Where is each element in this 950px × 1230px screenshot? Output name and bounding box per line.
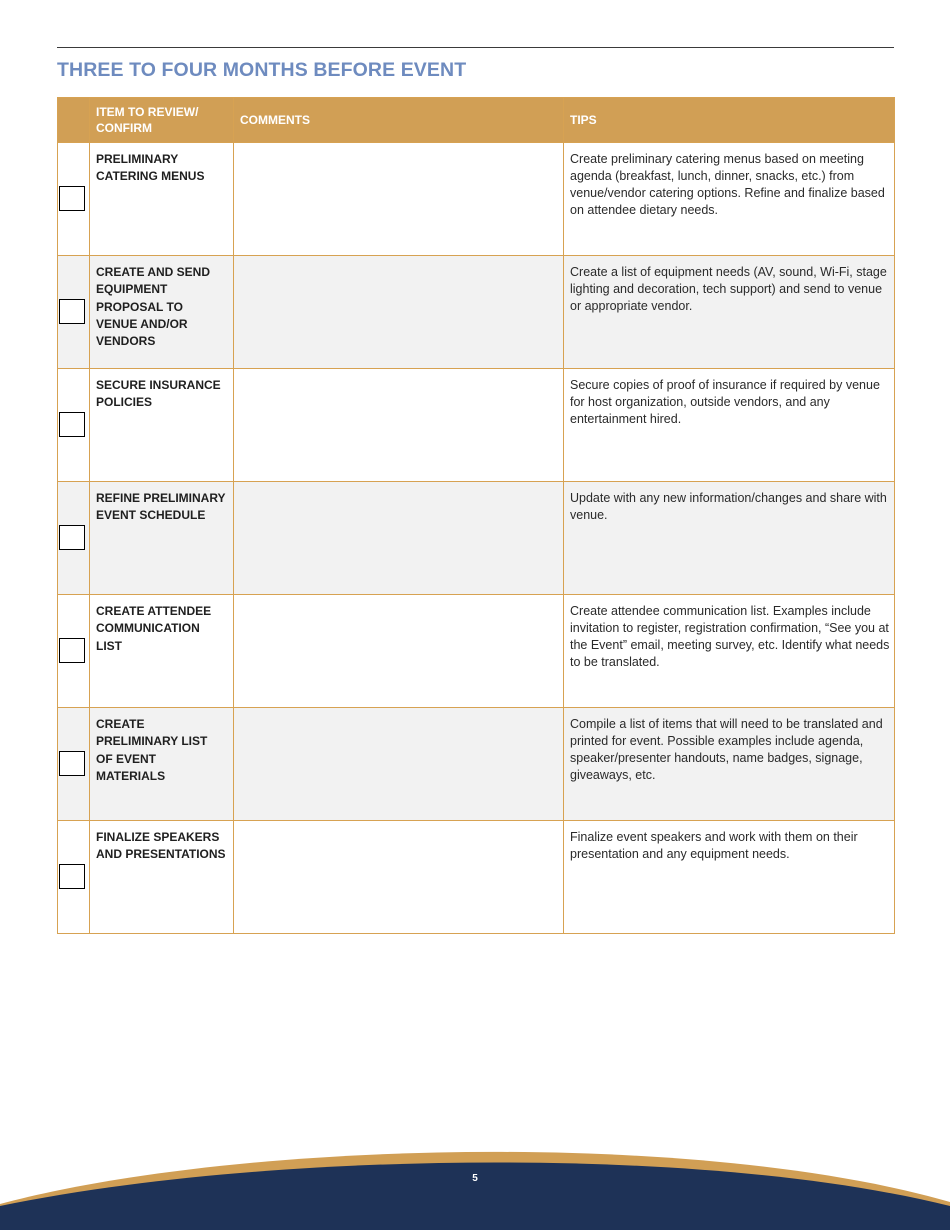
comments-cell[interactable] (234, 595, 564, 708)
tip-text: Create preliminary catering menus based on meeting agenda (breakfast, lunch, dinner, snacks, etc.) from venue/vendor catering options. Refine and finalize based on attendee dietary needs. (570, 152, 885, 217)
table-row (58, 708, 895, 821)
checkbox-cell (58, 143, 90, 256)
checkbox[interactable] (59, 412, 85, 437)
tip-cell (564, 143, 895, 256)
header-checkbox-column (58, 98, 90, 143)
tip-cell (564, 821, 895, 934)
header-item: ITEM TO REVIEW/ CONFIRM (90, 98, 234, 143)
checkbox[interactable] (59, 525, 85, 550)
tip-cell (564, 369, 895, 482)
table-header-row (58, 98, 895, 143)
item-cell (90, 143, 234, 256)
checkbox-cell (58, 482, 90, 595)
tip-cell (564, 595, 895, 708)
comments-cell[interactable] (234, 256, 564, 369)
comments-cell[interactable] (234, 708, 564, 821)
table-row (58, 595, 895, 708)
checkbox-cell (58, 256, 90, 369)
checkbox[interactable] (59, 638, 85, 663)
checkbox[interactable] (59, 751, 85, 776)
item-label: SECURE INSURANCE POLICIES (96, 378, 221, 410)
top-rule (57, 47, 894, 48)
tip-cell (564, 482, 895, 595)
tip-text: Create attendee communication list. Examples include invitation to register, registration confirmation, “See you at the Event” email, meeting survey, etc. Identify what needs to be translated. (570, 604, 890, 669)
item-label: CREATE AND SEND EQUIPMENT PROPOSAL TO VENUE AND/OR VENDORS (96, 265, 211, 349)
checkbox-cell (58, 369, 90, 482)
table-row (58, 143, 895, 256)
page-number: 5 (472, 1173, 478, 1184)
comments-cell[interactable] (234, 143, 564, 256)
item-label: CREATE PRELIMINARY LIST OF EVENT MATERIALS (96, 717, 208, 783)
item-cell (90, 708, 234, 821)
item-label: CREATE ATTENDEE COMMUNICATION LIST (96, 604, 212, 653)
table-row (58, 482, 895, 595)
table-row (58, 369, 895, 482)
item-cell (90, 821, 234, 934)
checklist-table (57, 97, 895, 934)
checkbox-cell (58, 708, 90, 821)
comments-cell[interactable] (234, 369, 564, 482)
comments-cell[interactable] (234, 821, 564, 934)
tip-cell (564, 708, 895, 821)
item-label: REFINE PRELIMINARY EVENT SCHEDULE (96, 491, 226, 523)
item-cell (90, 482, 234, 595)
table-row (58, 256, 895, 369)
tip-text: Compile a list of items that will need to be translated and printed for event. Possible examples include agenda, speaker/presenter handouts, name badges, signage, giveaways, etc. (570, 717, 883, 782)
checkbox-cell (58, 595, 90, 708)
item-cell (90, 369, 234, 482)
header-comments: COMMENTS (234, 98, 564, 143)
tip-cell (564, 256, 895, 369)
table-row (58, 821, 895, 934)
tip-text: Finalize event speakers and work with them on their presentation and any equipment needs. (570, 830, 858, 861)
checkbox[interactable] (59, 864, 85, 889)
item-cell (90, 256, 234, 369)
tip-text: Secure copies of proof of insurance if required by venue for host organization, outside vendors, and any entertainment hired. (570, 378, 880, 426)
item-cell (90, 595, 234, 708)
checkbox[interactable] (59, 186, 85, 211)
checkbox-cell (58, 821, 90, 934)
checkbox[interactable] (59, 299, 85, 324)
comments-cell[interactable] (234, 482, 564, 595)
header-tips: TIPS (564, 98, 895, 143)
item-label: FINALIZE SPEAKERS AND PRESENTATIONS (96, 830, 226, 862)
tip-text: Update with any new information/changes and share with venue. (570, 491, 887, 522)
section-title: THREE TO FOUR MONTHS BEFORE EVENT (57, 59, 467, 81)
tip-text: Create a list of equipment needs (AV, sound, Wi-Fi, stage lighting and decoration, tech support) and send to venue or appropriate vendor. (570, 265, 887, 313)
item-label: PRELIMINARY CATERING MENUS (96, 152, 205, 184)
